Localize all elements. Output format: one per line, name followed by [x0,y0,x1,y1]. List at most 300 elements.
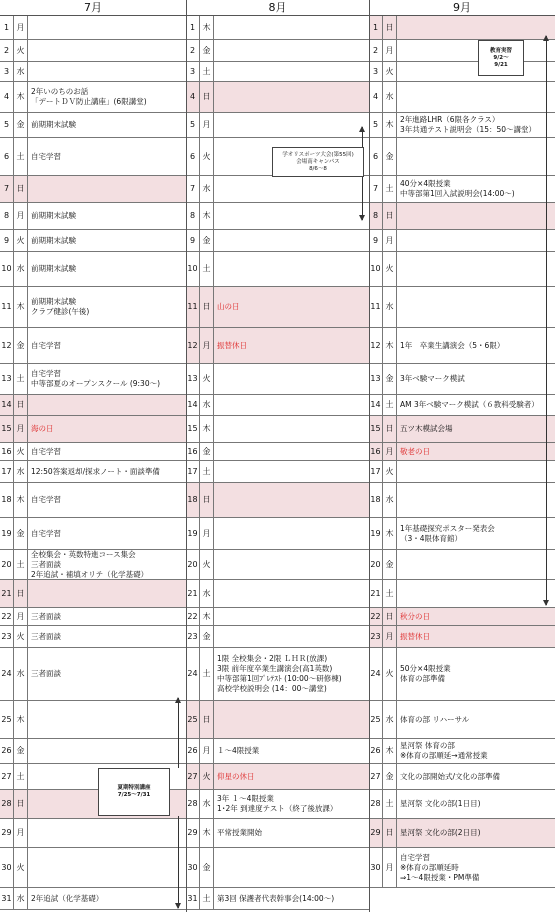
day-row [0,364,186,395]
day-row [369,580,555,608]
event-text: 第3回 保護者代表幹事会(14:00～) [217,893,335,903]
weekday: 日 [200,483,214,517]
weekday: 土 [14,364,28,394]
day-number: 27 [0,764,14,789]
weekday: 金 [200,626,214,647]
day-events [400,550,553,579]
day-number: 18 [369,483,383,517]
day-events [31,550,184,579]
weekday: 木 [200,203,214,229]
day-number: 20 [0,550,14,579]
day-row [0,176,186,203]
event-text: 文化の部開始式/文化の部準備 [400,771,501,781]
day-row [0,626,186,648]
event-text: 1･2年 到達度テスト（終了後放課） [217,804,338,813]
event-text: 体育の部 リハーサル [400,714,470,724]
day-events [400,287,553,327]
day-row [369,764,555,790]
sports-range-down-arrow [362,177,363,220]
event-text: 1限 全校集会・2限 ＬＨＲ(放課) [217,654,328,663]
day-events [31,848,184,887]
weekday: 木 [200,819,214,847]
day-number: 15 [0,416,14,442]
weekday: 月 [383,40,397,61]
day-events [217,550,367,579]
day-row [0,40,186,62]
event-text: （3・4限体育館） [400,533,463,543]
day-events [217,701,367,738]
day-number: 22 [369,608,383,625]
day-number: 15 [369,416,383,442]
weekday: 日 [383,16,397,39]
event-text: 前期期末試験 [31,211,76,220]
day-events [31,819,184,847]
event-text: 40分×4限授業 [400,179,451,188]
event-text: 2年追試（化学基礎） [31,893,104,903]
day-number: 31 [0,888,14,909]
weekday: 土 [14,138,28,175]
day-number: 2 [186,40,200,61]
day-number: 23 [186,626,200,647]
weekday: 木 [14,483,28,517]
day-number: 30 [369,848,383,887]
event-text: 全校集会・英数特進コース集会 [31,549,136,559]
event-text: 星河祭 文化の部(2日目) [400,828,481,837]
weekday: 水 [383,483,397,517]
day-events [217,739,367,763]
event-text: 自宅学習 [400,852,430,862]
weekday: 土 [383,790,397,818]
weekday: 日 [200,287,214,327]
day-events [31,62,184,81]
day-row [369,416,555,443]
day-row [0,395,186,416]
day-number: 21 [186,580,200,607]
day-number: 24 [186,648,200,700]
day-number: 7 [0,176,14,202]
day-number: 14 [186,395,200,415]
day-row [369,287,555,328]
day-events [31,461,184,482]
day-number: 11 [186,287,200,327]
weekday: 水 [14,888,28,909]
day-events [31,580,184,607]
day-events [400,82,553,112]
day-row [0,648,186,701]
event-text: 2年進路LHR（6限各クラス） [400,115,500,124]
day-number: 11 [369,287,383,327]
day-row [369,443,555,461]
event-text: 前期期末試験 [31,264,76,273]
day-events [400,364,553,394]
day-events [400,701,553,738]
day-row [369,701,555,739]
weekday: 日 [383,819,397,847]
day-row [0,16,186,40]
day-number: 9 [0,230,14,251]
weekday: 日 [14,395,28,415]
day-number: 7 [369,176,383,202]
day-events [31,443,184,460]
sports-festival-note: 学オリスポーツ大会(第55回) 会場南キャンパス 8/6～8 [272,147,364,177]
event-text: 2年追試・補填オリテ（化学基礎） [31,569,149,579]
day-number: 20 [369,550,383,579]
day-row [369,16,555,40]
day-events [217,40,367,61]
weekday: 月 [14,608,28,625]
event-text: 仰星の休日 [217,771,255,781]
day-row [0,62,186,82]
day-row [186,848,369,888]
day-events [217,518,367,549]
event-text: 中等部第1回ﾌﾟﾚﾃｽﾄ (10:00～研修棟) [217,674,342,683]
day-row [369,364,555,395]
day-row [0,113,186,138]
day-events [217,626,367,647]
day-number: 8 [369,203,383,229]
day-row [186,230,369,252]
day-number: 27 [186,764,200,789]
weekday: 火 [200,364,214,394]
day-row [369,848,555,888]
day-number: 22 [186,608,200,625]
day-events [400,252,553,286]
day-events [31,608,184,625]
weekday: 水 [14,461,28,482]
day-events [217,230,367,251]
day-events [31,701,184,738]
day-row [186,40,369,62]
day-row [0,518,186,550]
day-events [217,328,367,363]
weekday: 金 [383,764,397,789]
weekday: 火 [200,764,214,789]
day-row [0,848,186,888]
weekday: 金 [200,443,214,460]
day-number: 3 [0,62,14,81]
day-number: 14 [369,395,383,415]
day-events [31,416,184,442]
day-row [0,739,186,764]
weekday: 木 [14,701,28,738]
day-events [31,626,184,647]
day-events [31,888,184,909]
day-events [31,518,184,549]
day-events [400,739,553,763]
day-number: 14 [0,395,14,415]
weekday: 火 [14,443,28,460]
day-number: 6 [369,138,383,175]
weekday: 月 [200,113,214,137]
event-text: 2年いのちのお話 [31,87,89,96]
day-number: 7 [186,176,200,202]
day-number: 6 [0,138,14,175]
weekday: 金 [14,113,28,137]
day-row [186,416,369,443]
day-events [31,16,184,39]
day-events [217,888,367,909]
weekday: 木 [14,82,28,112]
day-row [0,287,186,328]
weekday: 水 [383,82,397,112]
day-events [31,648,184,700]
weekday: 土 [200,648,214,700]
day-events [400,113,553,137]
day-events [31,230,184,251]
weekday: 水 [383,701,397,738]
weekday: 土 [200,888,214,909]
weekday: 木 [383,518,397,549]
day-number: 21 [0,580,14,607]
day-row [186,790,369,819]
day-number: 20 [186,550,200,579]
day-number: 12 [186,328,200,363]
weekday: 火 [383,252,397,286]
day-row [369,550,555,580]
day-row [186,252,369,287]
weekday: 土 [14,764,28,789]
day-number: 5 [186,113,200,137]
day-number: 3 [186,62,200,81]
summer-range-down-arrow [178,816,179,908]
day-number: 3 [369,62,383,81]
day-number: 25 [0,701,14,738]
day-events [217,16,367,39]
day-row [369,518,555,550]
day-events [400,176,553,202]
weekday: 火 [14,230,28,251]
day-row [369,328,555,364]
day-row [369,138,555,176]
weekday: 月 [200,739,214,763]
event-text: 山の日 [217,302,240,311]
day-row [186,16,369,40]
day-events [400,580,553,607]
day-number: 23 [369,626,383,647]
event-text: 五ツ木模試会場 [400,424,453,433]
day-number: 16 [186,443,200,460]
event-text: 星河祭 体育の部 [400,741,455,750]
day-number: 13 [369,364,383,394]
day-events [31,203,184,229]
event-text: ※体育の部順延時 [400,862,459,872]
day-number: 24 [0,648,14,700]
day-events [217,848,367,887]
day-row [0,230,186,252]
day-row [186,764,369,790]
event-text: 自宅学習 [31,528,61,538]
sports-range-up-arrow [362,127,363,147]
day-number: 26 [186,739,200,763]
day-row [186,62,369,82]
day-number: 23 [0,626,14,647]
day-row [186,580,369,608]
day-number: 16 [0,443,14,460]
practice-range-down-arrow [546,596,547,605]
day-events [217,580,367,607]
day-events [400,138,553,175]
day-events [217,648,367,700]
day-events [400,16,553,39]
weekday: 火 [200,550,214,579]
event-text: 秋分の日 [400,611,430,621]
day-row [369,82,555,113]
weekday: 木 [383,113,397,137]
day-events [217,203,367,229]
day-row [186,608,369,626]
weekday: 水 [14,252,28,286]
day-row [186,364,369,395]
day-events [31,739,184,763]
day-number: 11 [0,287,14,327]
event-text: 平常授業開始 [217,828,262,837]
day-number: 28 [369,790,383,818]
day-number: 12 [369,328,383,363]
weekday: 土 [383,395,397,415]
weekday: 火 [14,848,28,887]
day-row [369,648,555,701]
day-row [0,888,186,910]
weekday: 日 [200,82,214,112]
event-text: 12:50答案返却/探求ノート・面談準備 [31,466,160,476]
day-row [369,608,555,626]
weekday: 月 [383,626,397,647]
day-row [369,176,555,203]
event-text: 三者面談 [31,631,61,641]
day-row [0,483,186,518]
day-row [369,483,555,518]
day-number: 29 [186,819,200,847]
day-events [31,328,184,363]
day-number: 16 [369,443,383,460]
month-header-july: 7月 [0,0,186,16]
day-number: 26 [0,739,14,763]
day-number: 21 [369,580,383,607]
event-text: 自宅学習 [31,369,61,378]
weekday: 月 [14,203,28,229]
day-row [186,739,369,764]
weekday: 日 [383,608,397,625]
day-events [31,113,184,137]
day-events [400,648,553,700]
weekday: 月 [383,848,397,887]
weekday: 金 [383,138,397,175]
weekday: 月 [200,328,214,363]
day-row [369,40,555,62]
day-number: 26 [369,739,383,763]
day-number: 17 [0,461,14,482]
day-number: 10 [369,252,383,286]
weekday: 火 [383,62,397,81]
day-row [186,82,369,113]
weekday: 水 [14,648,28,700]
day-row [0,138,186,176]
day-number: 17 [186,461,200,482]
weekday: 日 [383,416,397,442]
weekday: 金 [200,40,214,61]
day-number: 13 [186,364,200,394]
day-events [400,848,553,887]
weekday: 木 [200,416,214,442]
day-row [0,416,186,443]
day-events [400,608,553,625]
day-events [217,82,367,112]
day-events [31,82,184,112]
weekday: 土 [200,252,214,286]
weekday: 日 [383,203,397,229]
day-events [400,416,553,442]
day-number: 18 [0,483,14,517]
day-events [400,230,553,251]
day-events [31,287,184,327]
day-row [0,203,186,230]
weekday: 日 [14,176,28,202]
day-events [400,203,553,229]
weekday: 月 [200,518,214,549]
event-text: 50分×4限授業 [400,664,451,673]
weekday: 木 [383,739,397,763]
teaching-practice-note: 教育実習 9/2～ 9/21 [478,40,524,76]
weekday: 木 [14,287,28,327]
day-number: 1 [0,16,14,39]
day-events [400,395,553,415]
event-text: 星河祭 文化の部(1日目) [400,799,481,808]
day-number: 8 [186,203,200,229]
day-events [400,518,553,549]
day-row [0,701,186,739]
day-number: 17 [369,461,383,482]
day-events [217,113,367,137]
day-row [0,328,186,364]
day-row [186,701,369,739]
event-text: 体育の部準備 [400,674,445,683]
weekday: 水 [200,790,214,818]
weekday: 金 [200,230,214,251]
event-text: 「デートＤＶ防止講座」(6限講堂) [31,97,147,106]
event-text: 三者面談 [31,559,61,569]
event-text: 中等部第1回入試説明会(14:00～) [400,189,515,198]
event-text: 1年基礎探究ポスター発表会 [400,523,495,533]
day-number: 12 [0,328,14,363]
event-text: AM 3年ベ験マーク模試（６教科受験者） [400,400,539,409]
day-row [186,176,369,203]
day-events [31,395,184,415]
weekday: 火 [14,40,28,61]
day-events [31,40,184,61]
day-number: 10 [186,252,200,286]
day-number: 5 [369,113,383,137]
weekday: 水 [200,580,214,607]
day-row [186,328,369,364]
day-events [400,764,553,789]
day-events [400,62,553,81]
day-events [217,416,367,442]
day-row [0,580,186,608]
day-number: 9 [369,230,383,251]
day-number: 4 [369,82,383,112]
month-header-september: 9月 [369,0,555,16]
weekday: 土 [200,461,214,482]
weekday: 金 [14,328,28,363]
day-number: 19 [186,518,200,549]
column-divider [369,0,370,912]
day-number: 28 [186,790,200,818]
day-number: 28 [0,790,14,818]
day-events [400,483,553,517]
day-events [217,252,367,286]
day-number: 27 [369,764,383,789]
event-text: 自宅学習 [31,151,61,161]
